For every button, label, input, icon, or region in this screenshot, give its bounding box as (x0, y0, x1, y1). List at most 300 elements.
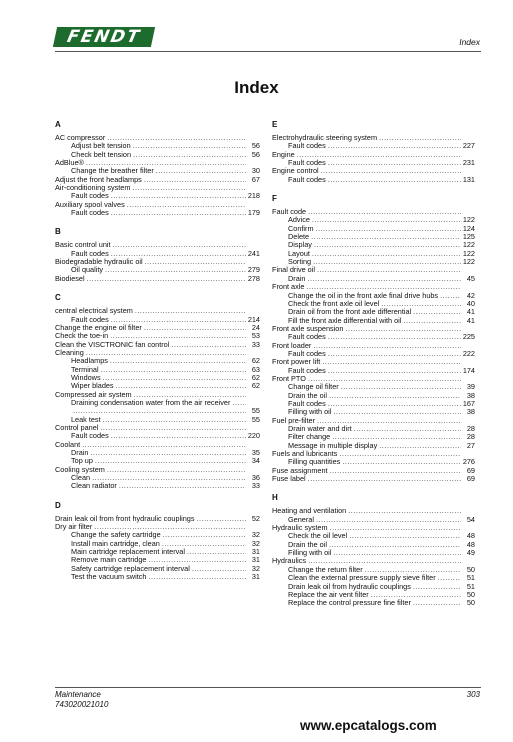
index-entry (272, 375, 475, 383)
entry-page-number: 122 (462, 241, 475, 250)
section-letter: H (272, 493, 278, 503)
dot-leader (95, 457, 246, 465)
dot-leader (329, 541, 461, 549)
entry-label: Drain water and dirt (288, 425, 352, 433)
dot-leader (90, 449, 246, 457)
index-entry (272, 292, 475, 300)
index-entry (55, 357, 260, 365)
dot-leader (148, 573, 246, 581)
entry-label: Filter change (288, 433, 331, 442)
entry-label: Fault codes (288, 333, 326, 342)
entry-page-number: 218 (247, 192, 260, 201)
entry-label: Cooling system (55, 465, 105, 474)
entry-page-number: 41 (466, 316, 475, 325)
entry-label: Check the toe-in (55, 332, 109, 341)
entry-page-number: 51 (466, 574, 475, 583)
index-entry (272, 159, 475, 167)
entry-label: Change the breather filter (71, 167, 154, 176)
dot-leader (297, 151, 461, 159)
entry-page-number: 63 (251, 365, 260, 374)
entry-label: Biodegradable hydraulic oil (55, 258, 143, 267)
index-entry (55, 324, 260, 332)
header-section-title: Index (459, 37, 480, 47)
index-entry (272, 308, 475, 316)
entry-page-number: 67 (251, 175, 260, 184)
dot-leader (333, 408, 461, 416)
entry-page-number: 55 (251, 407, 260, 416)
entry-label: Fault codes (71, 315, 109, 324)
dot-leader (111, 432, 246, 440)
entry-page-number: 31 (251, 548, 260, 557)
entry-page-number: 69 (466, 466, 475, 475)
entry-page-number: 55 (251, 415, 260, 424)
entry-label: Auxiliary spool valves (55, 200, 125, 209)
entry-page-number: 179 (247, 209, 260, 218)
dot-leader (328, 142, 461, 150)
entry-label: Fault codes (288, 349, 326, 358)
index-entry (55, 474, 260, 482)
dot-leader (317, 417, 461, 425)
entry-page-number: 56 (251, 150, 260, 159)
entry-label: Fault code (272, 208, 307, 217)
index-entry (272, 433, 475, 441)
entry-page-number: 124 (462, 224, 475, 233)
index-entry (272, 275, 475, 283)
dot-leader (197, 515, 246, 523)
entry-label: Change the safety cartridge (71, 531, 161, 540)
index-entry (55, 258, 260, 266)
entry-label: Sorting (288, 258, 312, 267)
entry-page-number: 45 (466, 274, 475, 283)
index-entry (55, 441, 260, 449)
index-entry (55, 341, 260, 349)
dot-leader (133, 142, 246, 150)
dot-leader (328, 367, 461, 375)
entry-label: AdBlue® (55, 159, 84, 168)
entry-label: Draining condensation water from the air receiver (71, 398, 231, 407)
dot-leader (127, 201, 246, 209)
dot-leader (333, 549, 461, 557)
index-entry (55, 151, 260, 159)
entry-page-number: 42 (466, 291, 475, 300)
index-entry (272, 151, 475, 159)
entry-page-number: 222 (462, 349, 475, 358)
entry-label: Fault codes (288, 159, 326, 168)
index-entry (272, 258, 475, 266)
index-entry (272, 425, 475, 433)
entry-page-number: 214 (247, 315, 260, 324)
index-entry (55, 167, 260, 175)
entry-label: Remove main cartridge (71, 556, 147, 565)
dot-leader (82, 441, 246, 449)
entry-label: Oil quality (71, 266, 104, 275)
index-entry (272, 566, 475, 574)
dot-leader (119, 482, 246, 490)
entry-page-number: 30 (251, 167, 260, 176)
dot-leader (107, 134, 246, 142)
entry-label: Replace the control pressure fine filter (288, 599, 411, 608)
entry-label: Engine (272, 150, 295, 159)
dot-leader (365, 566, 461, 574)
index-section (55, 227, 260, 283)
index-entry (272, 333, 475, 341)
index-entry (272, 383, 475, 391)
footer-doc-title: Maintenance (55, 690, 101, 699)
dot-leader (111, 209, 246, 217)
entry-label: Change the oil in the front axle final drive hubs (288, 291, 439, 300)
entry-page-number: 38 (466, 408, 475, 417)
dot-leader (133, 151, 246, 159)
dot-leader (328, 159, 461, 167)
index-entry (272, 458, 475, 466)
entry-label: Drain (288, 274, 306, 283)
entry-page-number: 51 (466, 582, 475, 591)
index-entry (272, 450, 475, 458)
entry-label: Clean (71, 474, 91, 483)
dot-leader (162, 540, 246, 548)
dot-leader (413, 599, 461, 607)
entry-label: Fault codes (71, 209, 109, 218)
entry-page-number: 220 (247, 432, 260, 441)
entry-page-number: 122 (462, 258, 475, 267)
entry-label: Safety cartridge replacement interval (71, 564, 190, 573)
entry-label: Heating and ventilation (272, 507, 347, 516)
index-entry (55, 540, 260, 548)
footer-divider (55, 687, 481, 688)
dot-leader (311, 233, 461, 241)
index-entry (272, 599, 475, 607)
dot-leader (134, 391, 246, 399)
index-entry (272, 591, 475, 599)
entry-label: Coolant (55, 440, 81, 449)
index-entry (272, 142, 475, 150)
entry-label: Check belt tension (71, 150, 132, 159)
index-section (272, 194, 475, 483)
entry-label: Clean the VISCTRONIC fan control (55, 340, 170, 349)
index-entry (272, 342, 475, 350)
entry-label: Front axle suspension (272, 324, 344, 333)
entry-page-number: 278 (247, 274, 260, 283)
dot-leader (144, 324, 246, 332)
page-title: Index (234, 78, 279, 97)
index-entry (55, 424, 260, 432)
entry-label: Windows (71, 373, 101, 382)
dot-leader (135, 307, 246, 315)
dot-leader (145, 258, 246, 266)
index-section (55, 120, 260, 217)
index-entry (272, 583, 475, 591)
section-letter: A (55, 120, 61, 129)
index-entry (55, 184, 260, 192)
entry-page-number: 41 (466, 308, 475, 317)
entry-label: Fuse assignment (272, 466, 328, 475)
entry-page-number: 62 (251, 373, 260, 382)
entry-label: Message in multiple display (288, 441, 378, 450)
entry-page-number: 53 (251, 332, 260, 341)
dot-leader (94, 523, 246, 531)
index-entry (272, 467, 475, 475)
entry-page-number: 35 (251, 449, 260, 457)
dot-leader (317, 266, 461, 274)
dot-leader (379, 442, 461, 450)
index-entry (272, 208, 475, 216)
entry-label: Drain the oil (288, 391, 327, 400)
index-entry (272, 241, 475, 249)
entry-label: Electrohydraulic steering system (272, 134, 378, 142)
dot-leader (110, 332, 246, 340)
entry-page-number: 279 (247, 266, 260, 275)
dot-leader (314, 241, 461, 249)
entry-label: Leak test (71, 415, 101, 424)
dot-leader (87, 275, 246, 283)
dot-leader (328, 400, 461, 408)
index-entry (55, 159, 260, 167)
entry-label: Fuels and lubricants (272, 450, 338, 459)
entry-page-number: 33 (251, 340, 260, 349)
dot-leader (330, 467, 461, 475)
index-entry (272, 549, 475, 557)
entry-label: Clean radiator (71, 482, 117, 491)
entry-label: Check the oil level (288, 532, 348, 541)
index-entry (55, 482, 260, 490)
entry-page-number: 28 (466, 433, 475, 442)
entry-page-number: 52 (251, 514, 260, 523)
entry-page-number: 39 (466, 383, 475, 392)
entry-label: Delete (288, 233, 310, 242)
entry-page-number: 62 (251, 382, 260, 391)
section-letter: F (272, 194, 277, 204)
dot-leader (341, 383, 461, 391)
dot-leader (107, 466, 246, 474)
index-entry (272, 233, 475, 241)
index-entry (55, 382, 260, 390)
index-entry (55, 307, 260, 315)
dot-leader (413, 583, 461, 591)
entry-label: Front loader (272, 341, 312, 350)
index-entry (55, 556, 260, 564)
dot-leader (86, 159, 246, 167)
entry-label: Confirm (288, 224, 314, 233)
entry-label: Fault codes (288, 175, 326, 184)
entry-page-number: 131 (462, 175, 475, 184)
index-entry (55, 176, 260, 184)
entry-page-number: 31 (251, 556, 260, 565)
entry-label: Biodiesel (55, 274, 85, 283)
dot-leader (413, 308, 461, 316)
entry-label: Check the front axle oil level (288, 299, 380, 308)
entry-label: Drain leak oil from hydraulic couplings (288, 582, 411, 591)
dot-leader (313, 258, 461, 266)
entry-page-number: 32 (251, 564, 260, 573)
dot-leader (330, 524, 461, 532)
index-entry (272, 358, 475, 366)
entry-label: Layout (288, 249, 310, 258)
entry-page-number: 122 (462, 249, 475, 258)
entry-label: Engine control (272, 167, 319, 176)
dot-leader (403, 317, 461, 325)
entry-label: Clean the external pressure supply sieve filter (288, 574, 436, 583)
entry-label: Front power lift (272, 358, 321, 367)
entry-label: Fuse label (272, 475, 306, 484)
dot-leader (132, 184, 246, 192)
dot-leader (163, 531, 246, 539)
entry-page-number: 122 (462, 216, 475, 225)
index-entry (272, 317, 475, 325)
watermark: www.epcatalogs.com (300, 718, 437, 733)
index-entry (55, 332, 260, 340)
index-section (55, 293, 260, 491)
entry-page-number: 241 (247, 249, 260, 258)
entry-page-number: 32 (251, 539, 260, 548)
index-entry (55, 134, 260, 142)
index-entry (272, 392, 475, 400)
entry-page-number: 40 (466, 299, 475, 308)
entry-label: Adjust the front headlamps (55, 175, 142, 184)
entry-label: Change the return filter (288, 565, 363, 574)
dot-leader (354, 425, 461, 433)
entry-page-number: 28 (466, 425, 475, 433)
dot-leader (113, 241, 246, 249)
index-entry (55, 523, 260, 531)
entry-label: Front axle (272, 283, 305, 292)
index-entry (272, 167, 475, 175)
index-entry (55, 192, 260, 200)
footer-doc-info (55, 690, 108, 710)
entry-label: Drain leak oil from front hydraulic couplings (55, 514, 195, 523)
entry-label: Wiper blades (71, 382, 114, 391)
entry-page-number: 34 (251, 457, 260, 466)
dot-leader (329, 392, 461, 400)
dot-leader (232, 399, 246, 407)
entry-label: Change the engine oil filter (55, 323, 142, 332)
index-entry (55, 399, 260, 407)
entry-page-number: 227 (462, 142, 475, 151)
entry-label: Air-conditioning system (55, 184, 131, 193)
entry-label: Drain (71, 449, 89, 457)
dot-leader (312, 250, 461, 258)
entry-page-number: 276 (462, 458, 475, 467)
entry-label: Fault codes (288, 399, 326, 408)
index-entry (272, 367, 475, 375)
dot-leader (110, 357, 246, 365)
entry-label: General (288, 515, 314, 524)
index-entry (55, 391, 260, 399)
entry-page-number: 24 (251, 323, 260, 332)
index-entry (55, 266, 260, 274)
dot-leader (144, 176, 246, 184)
dot-leader (101, 366, 246, 374)
dot-leader (103, 374, 246, 382)
entry-label: Fault codes (71, 249, 109, 258)
dot-leader (381, 300, 461, 308)
entry-label: Fault codes (71, 432, 109, 441)
dot-leader (316, 225, 461, 233)
entry-label: Display (288, 241, 312, 250)
entry-page-number: 167 (462, 399, 475, 408)
entry-page-number: 50 (466, 599, 475, 608)
dot-leader (116, 382, 246, 390)
section-letter: B (55, 227, 61, 237)
dot-leader (339, 450, 461, 458)
entry-page-number: 31 (251, 573, 260, 582)
index-entry (55, 449, 260, 457)
index-entry (272, 350, 475, 358)
dot-leader (187, 548, 246, 556)
entry-page-number: 225 (462, 333, 475, 342)
header-divider (55, 51, 481, 52)
index-entry (272, 442, 475, 450)
index-entry (55, 573, 260, 581)
index-entry (272, 225, 475, 233)
index-entry (272, 400, 475, 408)
entry-page-number: 62 (251, 357, 260, 366)
entry-page-number: 174 (462, 366, 475, 375)
dot-leader (105, 266, 246, 274)
index-entry (272, 408, 475, 416)
entry-page-number: 50 (466, 590, 475, 599)
entry-label: Fuel pre-filter (272, 416, 315, 425)
entry-label: Basic control unit (55, 241, 111, 250)
entry-label: Filling with oil (288, 549, 332, 558)
dot-leader (111, 250, 246, 258)
index-entry (55, 316, 260, 324)
index-entry (272, 250, 475, 258)
dot-leader (328, 333, 461, 341)
dot-leader (345, 325, 461, 333)
entry-label: Filling with oil (288, 408, 332, 417)
footer-doc-number: 743020021010 (55, 700, 109, 709)
section-letter: C (55, 293, 61, 303)
entry-label: Test the vacuum switch (71, 573, 147, 582)
dot-leader (308, 475, 461, 483)
index-entry (55, 349, 260, 357)
index-entry (272, 176, 475, 184)
index-section (272, 120, 475, 184)
index-entry (272, 524, 475, 532)
index-entry (272, 507, 475, 515)
section-letter: E (272, 120, 278, 129)
entry-label: Main cartridge replacement interval (71, 548, 185, 557)
entry-page-number: 69 (466, 475, 475, 484)
entry-label: Install main cartridge, clean (71, 539, 160, 548)
entry-label: AC compressor (55, 134, 106, 142)
dot-leader (348, 507, 461, 515)
entry-label: Final drive oil (272, 266, 315, 275)
index-entry (55, 250, 260, 258)
entry-page-number: 32 (251, 531, 260, 540)
index-section (55, 501, 260, 582)
entry-page-number: 125 (462, 233, 475, 242)
dot-leader (103, 416, 246, 424)
dot-leader (322, 358, 461, 366)
entry-label: central electrical system (55, 307, 133, 316)
entry-label: Compressed air system (55, 390, 132, 399)
dot-leader (312, 216, 461, 224)
index-entry (55, 209, 260, 217)
dot-leader (349, 532, 461, 540)
dot-leader (321, 167, 461, 175)
entry-label: Fault codes (71, 192, 109, 201)
dot-leader (328, 350, 461, 358)
index-column-right (272, 120, 475, 618)
entry-label: Headlamps (71, 357, 108, 366)
entry-page-number: 38 (466, 391, 475, 400)
entry-label: Fault codes (288, 142, 326, 151)
entry-label: Filling quantities (288, 458, 341, 467)
entry-label: Front PTO (272, 374, 306, 383)
dot-leader (171, 341, 246, 349)
dot-leader (307, 275, 461, 283)
